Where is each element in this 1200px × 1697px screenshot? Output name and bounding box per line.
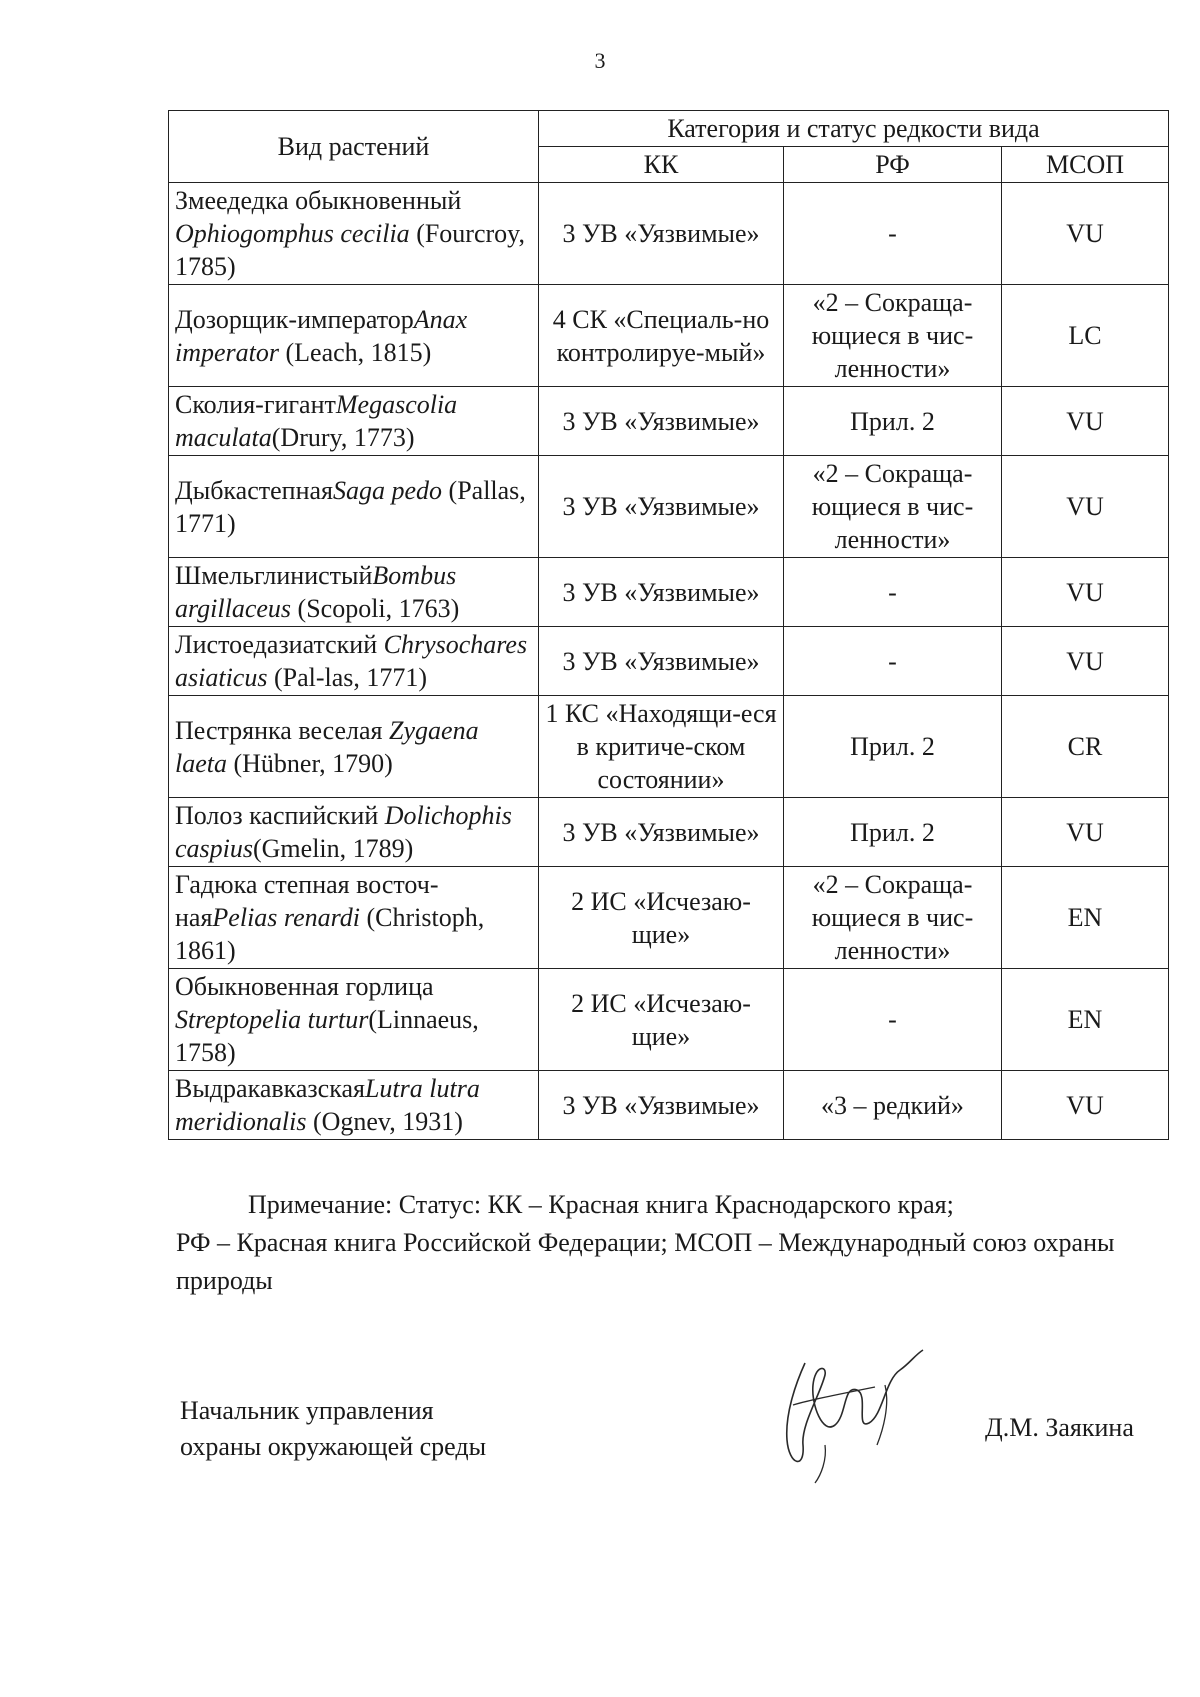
species-latin-name: Ophiogomphus cecilia — [175, 219, 410, 248]
species-author: (Scopoli, 1763) — [291, 594, 460, 623]
header-row-1 — [169, 111, 1169, 147]
table-row — [169, 867, 1169, 969]
signatory-title-line-2: охраны окружающей среды — [180, 1432, 487, 1461]
msop-status-cell: EN — [1002, 867, 1169, 969]
species-author: (Fourcroy, 1785) — [175, 219, 525, 281]
species-common-name: Змеедедка обыкновенный — [175, 186, 462, 215]
species-name-cell — [169, 558, 539, 627]
species-latin-name: Bombus argillaceus — [175, 561, 457, 623]
kk-status-cell: 3 УВ «Уязвимые» — [539, 183, 784, 285]
msop-status-cell: LC — [1002, 285, 1169, 387]
species-common-name: Пестрянка веселая — [175, 715, 390, 745]
header-rf: РФ — [784, 147, 1002, 183]
kk-status-cell: 3 УВ «Уязвимые» — [539, 798, 784, 867]
header-species: Вид растений — [169, 111, 539, 183]
species-name-cell — [169, 627, 539, 696]
species-latin-name: Chrysochares asiaticus — [175, 630, 528, 692]
species-table — [168, 110, 1169, 1140]
species-author: (Ognev, 1931) — [306, 1107, 463, 1136]
species-common-name: Обыкновенная горлица — [175, 972, 434, 1001]
species-latin-name: Streptopelia turtur — [175, 1005, 369, 1034]
table-row — [169, 285, 1169, 387]
header-category-group: Категория и статус редкости вида — [539, 111, 1169, 147]
note-line-2: РФ – Красная книга Российской Федерации; МСОП – Международный союз охраны природы — [176, 1228, 1115, 1295]
msop-status-cell: VU — [1002, 456, 1169, 558]
kk-status-cell: 3 УВ «Уязвимые» — [539, 456, 784, 558]
species-author: (Gmelin, 1789) — [253, 834, 414, 863]
header-msop: МСОП — [1002, 147, 1169, 183]
species-author: (Pallas, 1771) — [175, 475, 526, 538]
msop-status-cell: VU — [1002, 1071, 1169, 1140]
species-common-name: Дыбкастепная — [175, 475, 333, 505]
table-row — [169, 183, 1169, 285]
table-row — [169, 456, 1169, 558]
species-latin-name: Saga pedo — [332, 475, 443, 505]
kk-status-cell: 1 КС «Находящи-еся в критиче-ском состоянии» — [539, 696, 784, 798]
rf-status-cell: «2 – Сокраща-ющиеся в чис-ленности» — [784, 867, 1002, 969]
species-common-name: Сколия-гигант — [175, 390, 336, 419]
rf-status-cell: Прил. 2 — [784, 798, 1002, 867]
species-name-cell — [169, 183, 539, 285]
species-author: (Hübner, 1790) — [227, 748, 393, 778]
msop-status-cell: EN — [1002, 969, 1169, 1071]
species-name-cell — [169, 285, 539, 387]
species-common-name: Полоз каспийский — [175, 801, 385, 830]
table-row — [169, 969, 1169, 1071]
table-note — [176, 1186, 1166, 1300]
species-name-cell — [169, 696, 539, 798]
table-row — [169, 798, 1169, 867]
msop-status-cell: VU — [1002, 183, 1169, 285]
species-common-name: Гадюка степная восточ-ная — [175, 870, 439, 932]
species-name-cell — [169, 387, 539, 456]
rf-status-cell: Прил. 2 — [784, 387, 1002, 456]
species-latin-name: Megascolia maculata — [175, 390, 458, 452]
species-name-cell — [169, 798, 539, 867]
rf-status-cell: - — [784, 969, 1002, 1071]
signatory-title-line-1: Начальник управления — [180, 1396, 434, 1425]
kk-status-cell: 2 ИС «Исчезаю-щие» — [539, 969, 784, 1071]
species-name-cell — [169, 456, 539, 558]
rf-status-cell: - — [784, 627, 1002, 696]
table-row — [169, 696, 1169, 798]
table-body — [169, 183, 1169, 1140]
species-common-name: Выдракавказская — [175, 1074, 365, 1103]
rf-status-cell: «2 – Сокраща-ющиеся в чис-ленности» — [784, 456, 1002, 558]
species-name-cell — [169, 867, 539, 969]
table-row — [169, 387, 1169, 456]
kk-status-cell: 3 УВ «Уязвимые» — [539, 627, 784, 696]
species-common-name: Шмельглинистый — [175, 561, 373, 590]
kk-status-cell: 3 УВ «Уязвимые» — [539, 1071, 784, 1140]
signer-name: Д.М. Заякина — [985, 1413, 1134, 1442]
kk-status-cell: 4 СК «Специаль-но контролируе-мый» — [539, 285, 784, 387]
table-row — [169, 627, 1169, 696]
species-name-cell — [169, 969, 539, 1071]
rf-status-cell: Прил. 2 — [784, 696, 1002, 798]
msop-status-cell: VU — [1002, 798, 1169, 867]
note-line-1: Примечание: Статус: КК – Красная книга Краснодарского края; — [248, 1190, 954, 1219]
kk-status-cell: 3 УВ «Уязвимые» — [539, 558, 784, 627]
species-author: (Drury, 1773) — [271, 423, 415, 452]
rf-status-cell: - — [784, 558, 1002, 627]
species-latin-name: Lutra lutra meridionalis — [175, 1074, 480, 1136]
signatory-title — [180, 1393, 486, 1465]
species-author: (Linnaeus, 1758) — [175, 1005, 479, 1067]
header-kk: КК — [539, 147, 784, 183]
rf-status-cell: «3 – редкий» — [784, 1071, 1002, 1140]
species-latin-name: Anax imperator — [175, 304, 468, 367]
rf-status-cell: - — [784, 183, 1002, 285]
species-author: (Pal-las, 1771) — [267, 663, 428, 692]
species-author: (Christoph, 1861) — [175, 903, 485, 965]
species-latin-name: Zygaena laeta — [175, 715, 479, 778]
table-row — [169, 1071, 1169, 1140]
msop-status-cell: CR — [1002, 696, 1169, 798]
msop-status-cell: VU — [1002, 627, 1169, 696]
species-common-name: Листоедазиатский — [175, 630, 384, 659]
kk-status-cell: 2 ИС «Исчезаю-щие» — [539, 867, 784, 969]
species-author: (Leach, 1815) — [279, 337, 432, 367]
handwritten-signature — [765, 1345, 935, 1485]
rf-status-cell: «2 – Сокраща-ющиеся в чис-ленности» — [784, 285, 1002, 387]
species-latin-name: Dolichophis caspius — [175, 801, 512, 863]
species-name-cell — [169, 1071, 539, 1140]
page-number: 3 — [594, 48, 606, 73]
species-latin-name: Pelias renardi — [212, 903, 360, 932]
table-row — [169, 558, 1169, 627]
msop-status-cell: VU — [1002, 387, 1169, 456]
msop-status-cell: VU — [1002, 558, 1169, 627]
kk-status-cell: 3 УВ «Уязвимые» — [539, 387, 784, 456]
species-common-name: Дозорщик-император — [175, 304, 414, 334]
